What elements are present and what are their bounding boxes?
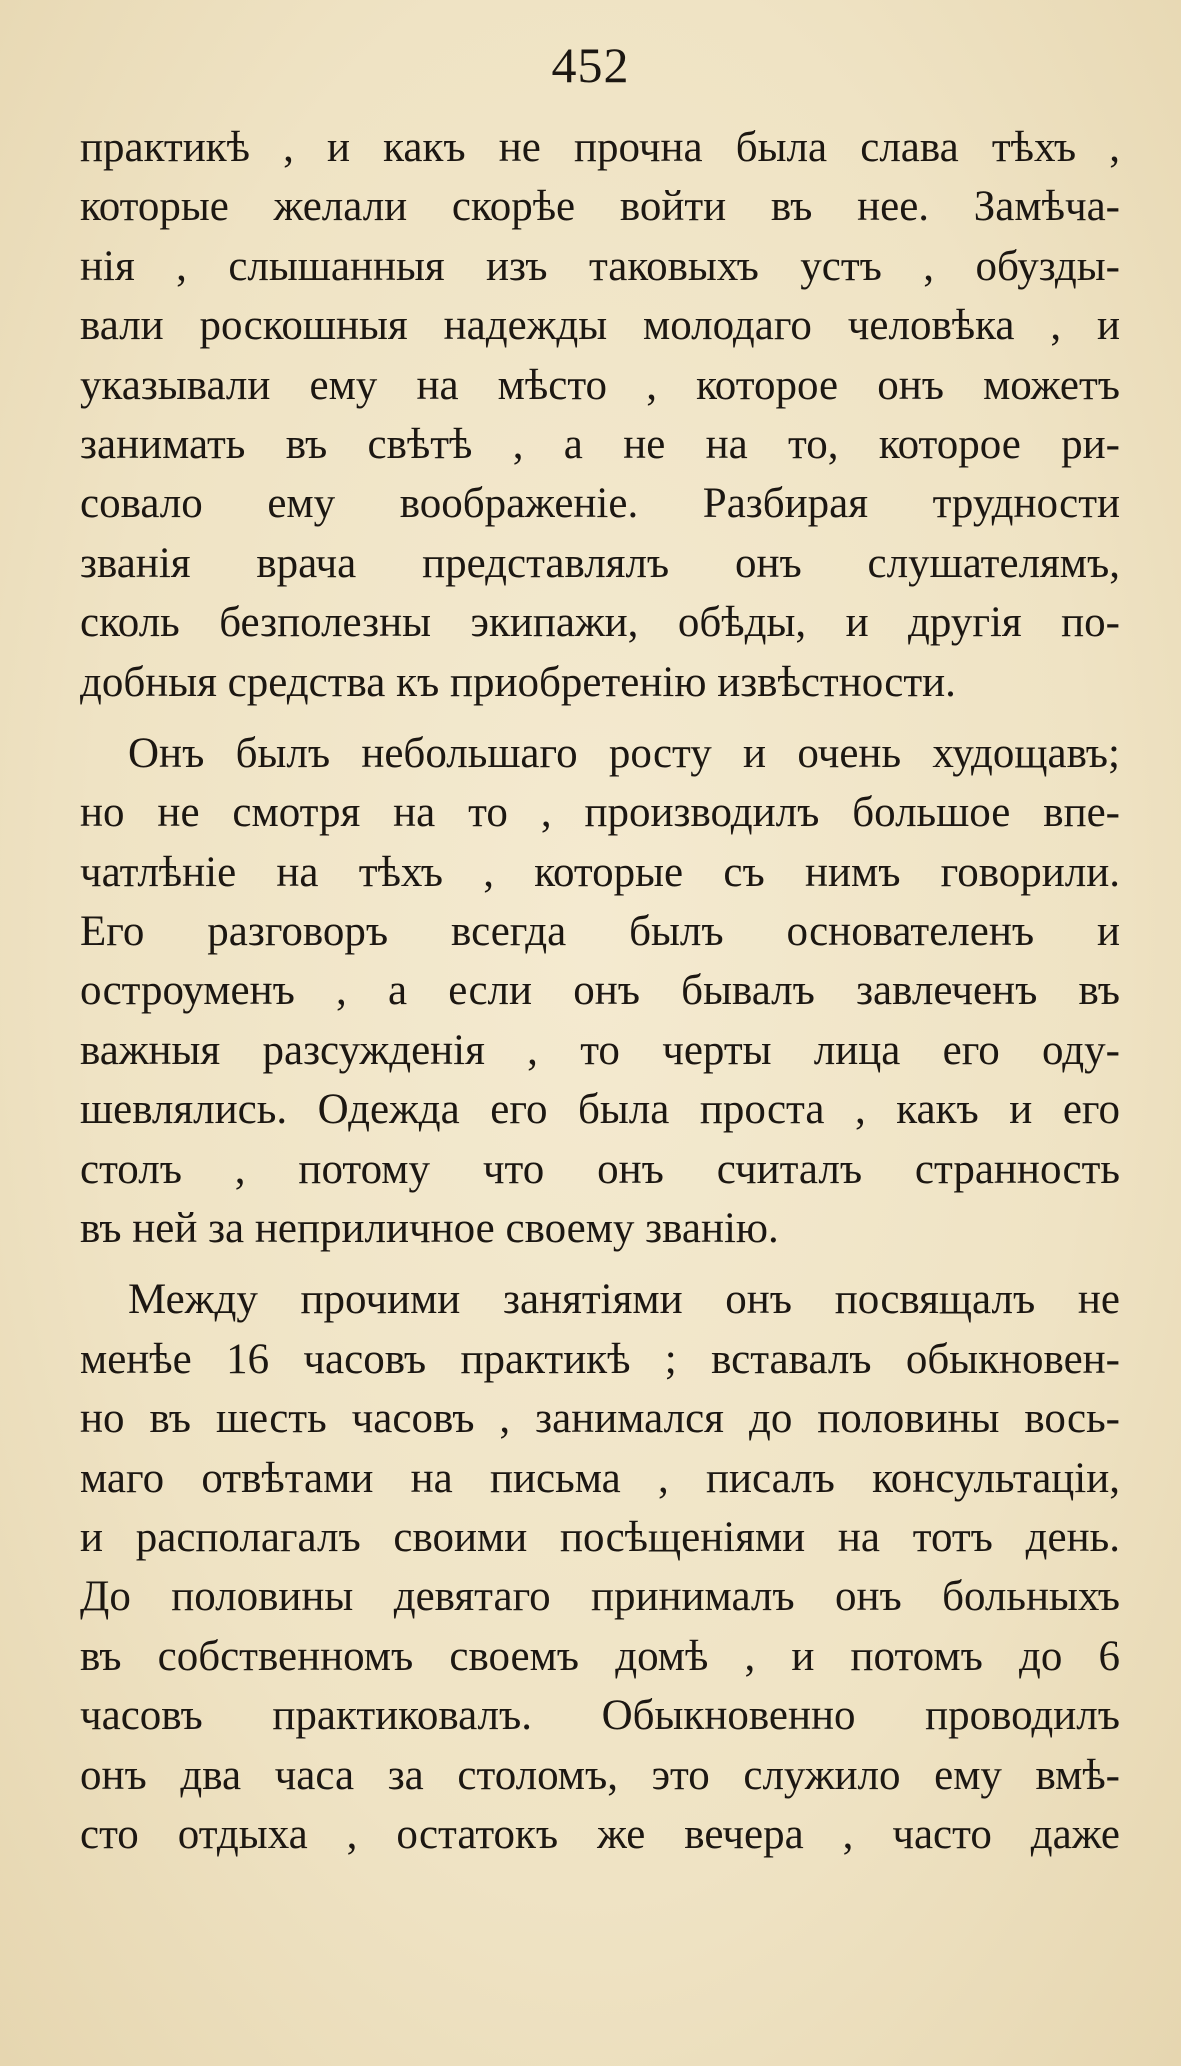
text-line: важныя разсужденія , то черты лица его оду- <box>80 1026 1120 1074</box>
text-line: часовъ практиковалъ. Обыкновенно проводилъ <box>80 1692 1120 1740</box>
body-text <box>80 118 1120 1864</box>
paragraph-gap <box>80 712 1120 724</box>
text-line: которые желали скорѣе войти въ нее. Замѣча- <box>80 183 1120 231</box>
paragraph <box>80 724 1120 1259</box>
text-line: сто отдыха , остатокъ же вечера , часто даже <box>80 1810 1120 1858</box>
text-line: совало ему воображеніе. Разбирая трудности <box>80 480 1120 528</box>
text-line: практикѣ , и какъ не прочна была слава тѣхъ , <box>80 124 1120 171</box>
text-line: но въ шесть часовъ , занимался до половины вось- <box>80 1395 1120 1443</box>
paragraph <box>80 1270 1120 1864</box>
text-line: и располагалъ своими посѣщеніями на тотъ день. <box>80 1513 1120 1561</box>
text-line: вали роскошныя надежды молодаго человѣка , и <box>80 302 1120 350</box>
text-line: остроуменъ , а если онъ бывалъ завлеченъ въ <box>80 967 1120 1015</box>
text-line: Его разговоръ всегда былъ основателенъ и <box>80 908 1120 956</box>
text-line: шевлялись. Одежда его была проста , какъ и его <box>80 1086 1120 1134</box>
text-line: добныя средства къ приобретенію извѣстности. <box>80 658 956 706</box>
text-line: маго отвѣтами на письма , писалъ консультаціи, <box>80 1454 1120 1502</box>
text-line: занимать въ свѣтѣ , а не на то, которое ри- <box>80 420 1120 468</box>
text-line: въ собственномъ своемъ домѣ , и потомъ до 6 <box>80 1632 1120 1680</box>
paragraph <box>80 118 1120 712</box>
paragraph-gap <box>80 1258 1120 1270</box>
text-line: указывали ему на мѣсто , которое онъ можетъ <box>80 361 1120 409</box>
text-line: званія врача представлялъ онъ слушателямъ, <box>80 539 1120 587</box>
text-line: менѣе 16 часовъ практикѣ ; вставалъ обыкновен- <box>80 1335 1120 1383</box>
text-line: нія , слышанныя изъ таковыхъ устъ , обузды- <box>80 242 1120 290</box>
text-line: Онъ былъ небольшаго росту и очень худощавъ; <box>128 729 1120 777</box>
text-line: Между прочими занятіями онъ посвящалъ не <box>128 1276 1120 1324</box>
page-number: 452 <box>551 37 630 93</box>
text-line: сколь безполезны экипажи, обѣды, и другія по- <box>80 599 1120 647</box>
text-line: До половины девятаго принималъ онъ больныхъ <box>80 1573 1120 1621</box>
text-line: въ ней за неприличное своему званію. <box>80 1205 779 1253</box>
text-line: чатлѣніе на тѣхъ , которые съ нимъ говорили. <box>80 848 1120 896</box>
text-line: столъ , потому что онъ считалъ странность <box>80 1145 1120 1193</box>
text-line: но не смотря на то , производилъ большое впе- <box>80 789 1120 837</box>
text-line: онъ два часа за столомъ, это служило ему вмѣ- <box>80 1751 1120 1799</box>
